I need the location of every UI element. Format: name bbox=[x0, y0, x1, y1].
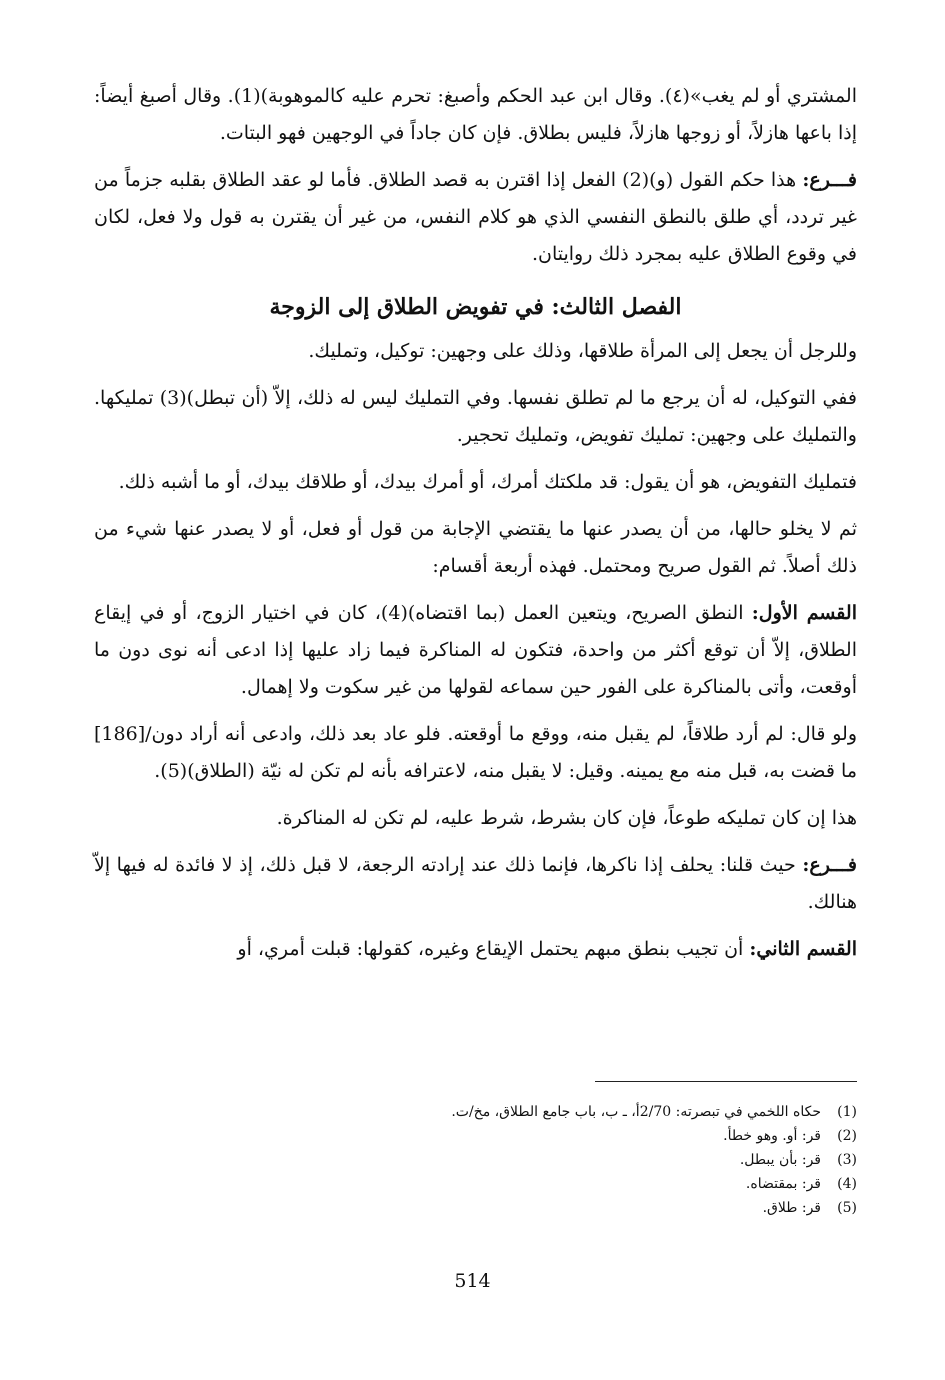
footnote-number: (1) bbox=[837, 1104, 857, 1120]
footnote-item bbox=[94, 1196, 857, 1220]
footnote-item bbox=[94, 1148, 857, 1172]
paragraph-text: أن تجيب بنطق مبهم يحتمل الإيقاع وغيره، كقولها: قبلت أمري، أو bbox=[237, 938, 744, 960]
paragraph-2 bbox=[94, 162, 857, 273]
paragraph-text: ثم لا يخلو حالها، من أن يصدر عنها ما يقتضي الإجابة من قول أو فعل، أو لا يصدر عنها شيء من ذلك أصلاً. ثم القول صريح ومحتمل. فهذه أربعة أقسام: bbox=[94, 518, 857, 577]
paragraph-lead: فـــرع: bbox=[802, 169, 857, 191]
footnote-number: (3) bbox=[837, 1152, 857, 1168]
paragraph-lead: فـــرع: bbox=[802, 854, 857, 876]
paragraph-text: المشتري أو لم يغب»(٤). وقال ابن عبد الحكم وأصبغ: تحرم عليه كالموهوبة)(1). وقال أصبغ أيضاً: إذا باعها هازلاً، أو زوجها هازلاً، فليس بطلاق. فإن كان جاداً في الوجهين فهو البتات. bbox=[94, 85, 857, 144]
paragraph-lead: القسم الأول: bbox=[751, 602, 857, 624]
paragraph-text: حيث قلنا: يحلف إذا ناكرها، فإنما ذلك عند إرادته الرجعة، لا قبل ذلك، إذ لا فائدة له فيها إلاّ هنالك. bbox=[94, 854, 857, 913]
paragraph-11 bbox=[94, 931, 857, 968]
paragraph-5 bbox=[94, 464, 857, 501]
paragraph-4 bbox=[94, 380, 857, 454]
footnote-text: قر: بمقتضاه. bbox=[745, 1176, 821, 1192]
footnote-number: (5) bbox=[837, 1200, 857, 1216]
paragraph-9 bbox=[94, 800, 857, 837]
section-heading: الفصل الثالث: في تفويض الطلاق إلى الزوجة bbox=[269, 294, 682, 320]
paragraph-6 bbox=[94, 511, 857, 585]
footnote-text: قر: طلاق. bbox=[762, 1200, 821, 1216]
paragraph-10 bbox=[94, 847, 857, 921]
page-number: 514 bbox=[454, 1270, 491, 1292]
footnote-text: قر: أو. وهو خطأ. bbox=[723, 1128, 821, 1144]
paragraph-1 bbox=[94, 78, 857, 152]
footnote-item bbox=[94, 1172, 857, 1196]
footnote-item bbox=[94, 1124, 857, 1148]
paragraph-text: فتمليك التفويض، هو أن يقول: قد ملكتك أمرك، أو أمرك بيدك، أو طلاقك بيدك، أو ما أشبه ذلك. bbox=[118, 471, 857, 493]
paragraph-text: النطق الصريح، ويتعين العمل (بما اقتضاه)(4)، كان في اختيار الزوج، أو في إيقاع الطلاق، إلاّ أن توقع أكثر من واحدة، فتكون له المناكرة فيما زاد عليها إذا ادعى أنه نوى دون ما أوقعت، وأتى بالمناكرة على الفور حين سماعه لقولها من غير سكوت ولا إهمال. bbox=[94, 602, 857, 698]
paragraph-3 bbox=[94, 333, 857, 370]
paragraph-7 bbox=[94, 595, 857, 706]
footnote-divider bbox=[595, 1081, 857, 1082]
footnote-text: حكاه اللخمي في تبصرته: 2/70أ، ـ ب، باب جامع الطلاق، مخ/ت. bbox=[451, 1104, 821, 1120]
paragraph-8 bbox=[94, 716, 857, 790]
paragraph-text: هذا حكم القول (و)(2) الفعل إذا اقترن به قصد الطلاق. فأما لو عقد الطلاق بقلبه جزماً من غير تردد، أي طلق بالنطق النفسي الذي هو كلام النفس، من غير أن يقترن به قول ولا فعل، لكان في وقوع الطلاق عليه بمجرد ذلك روايتان. bbox=[94, 169, 857, 265]
paragraph-text: ولو قال: لم أرد طلاقاً، لم يقبل منه، ووقع ما أوقعته. فلو عاد بعد ذلك، وادعى أنه أراد دون/[186] ما قضت به، قبل منه مع يمينه. وقيل: لا يقبل منه، لاعترافه بأنه لم تكن له نيّة (الطلاق)(5). bbox=[94, 723, 857, 782]
footnote-text: قر: بأن يبطل. bbox=[739, 1152, 821, 1168]
footnote-number: (2) bbox=[837, 1128, 857, 1144]
footnote-item bbox=[94, 1100, 857, 1124]
paragraph-text: هذا إن كان تمليكه طوعاً، فإن كان بشرط، شرط عليه، لم تكن له المناكرة. bbox=[276, 807, 857, 829]
footnotes-list bbox=[94, 1100, 857, 1220]
paragraph-text: ففي التوكيل، له أن يرجع ما لم تطلق نفسها. وفي التمليك ليس له ذلك، إلاّ (أن تبطل)(3) تمليكها. والتمليك على وجهين: تمليك تفويض، وتمليك تحجير. bbox=[94, 387, 857, 446]
footnote-number: (4) bbox=[837, 1176, 857, 1192]
paragraph-lead: القسم الثاني: bbox=[749, 938, 857, 960]
paragraph-text: وللرجل أن يجعل إلى المرأة طلاقها، وذلك على وجهين: توكيل، وتمليك. bbox=[308, 340, 857, 362]
